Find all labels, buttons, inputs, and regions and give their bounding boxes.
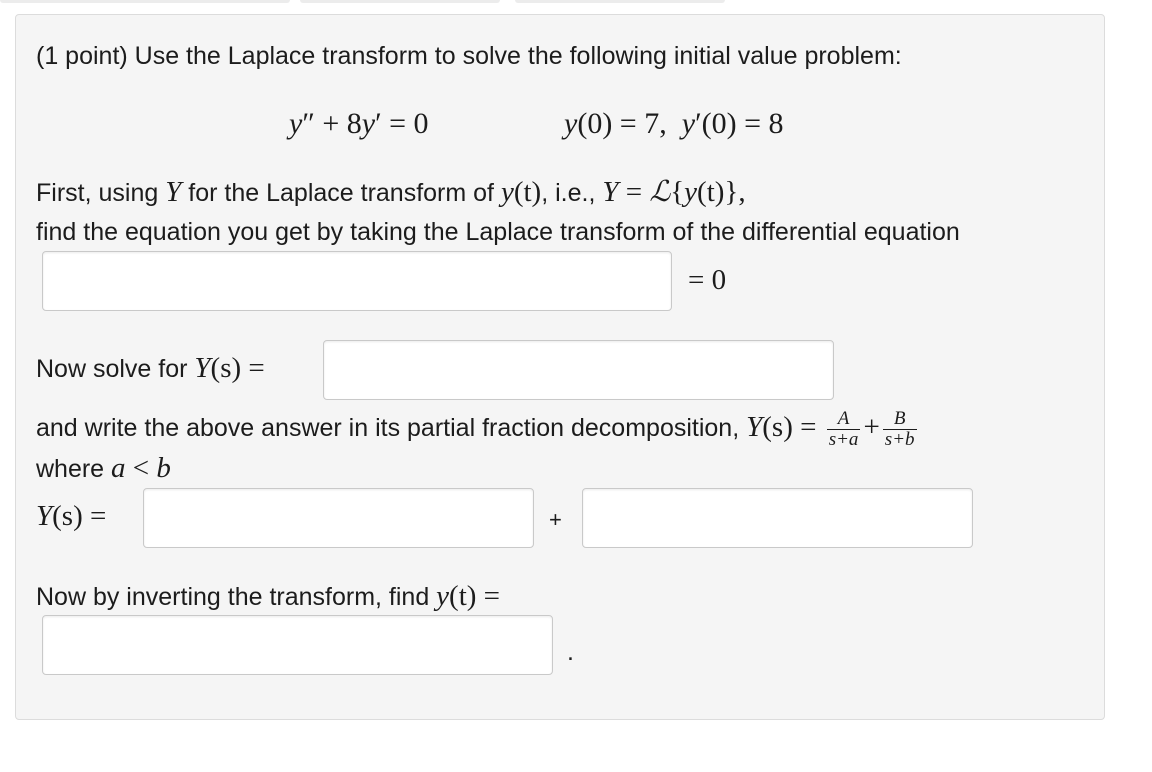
laplace-equation-input[interactable] — [42, 251, 672, 311]
step1-instruction: First, using Y for the Laplace transform of y(t), i.e., Y = ℒ{y(t)}, — [36, 176, 746, 208]
inverse-transform-input[interactable] — [42, 615, 553, 675]
period-mark: . — [567, 638, 574, 666]
partial-fraction-label: Y(s) = — [36, 500, 107, 532]
equals-zero-label: = 0 — [688, 264, 727, 296]
partial-fraction-term1-input[interactable] — [143, 488, 534, 548]
tab-edge — [0, 0, 290, 3]
solve-Y-input[interactable] — [323, 340, 834, 400]
tab-strip — [0, 0, 1152, 4]
differential-equation: y″ + 8y′ = 0 — [289, 107, 429, 140]
step2-instruction: Now solve for Y(s) = — [36, 352, 265, 384]
where-condition: where a < b — [36, 452, 171, 484]
problem-panel — [15, 14, 1105, 720]
step4-instruction: Now by inverting the transform, find y(t) = — [36, 580, 501, 612]
step3-instruction: and write the above answer in its partial fraction decomposition, Y(s) = $\frac{A}{s+a}$ + $\frac{B}{s+b}$ — [36, 408, 915, 450]
initial-conditions: y(0) = 7, y′(0) = 8 — [564, 107, 784, 140]
plus-sign: + — [549, 507, 562, 532]
problem-intro: (1 point) Use the Laplace transform to solve the following initial value problem: — [36, 42, 902, 70]
fraction-B: $\frac{B}{s+b}$ — [884, 408, 915, 450]
partial-fraction-term2-input[interactable] — [582, 488, 973, 548]
tab-edge — [515, 0, 725, 3]
fraction-A: $\frac{A}{s+a}$ — [828, 408, 859, 450]
tab-edge — [300, 0, 500, 3]
step1-instruction-line2: find the equation you get by taking the Laplace transform of the differential equation — [36, 218, 960, 246]
